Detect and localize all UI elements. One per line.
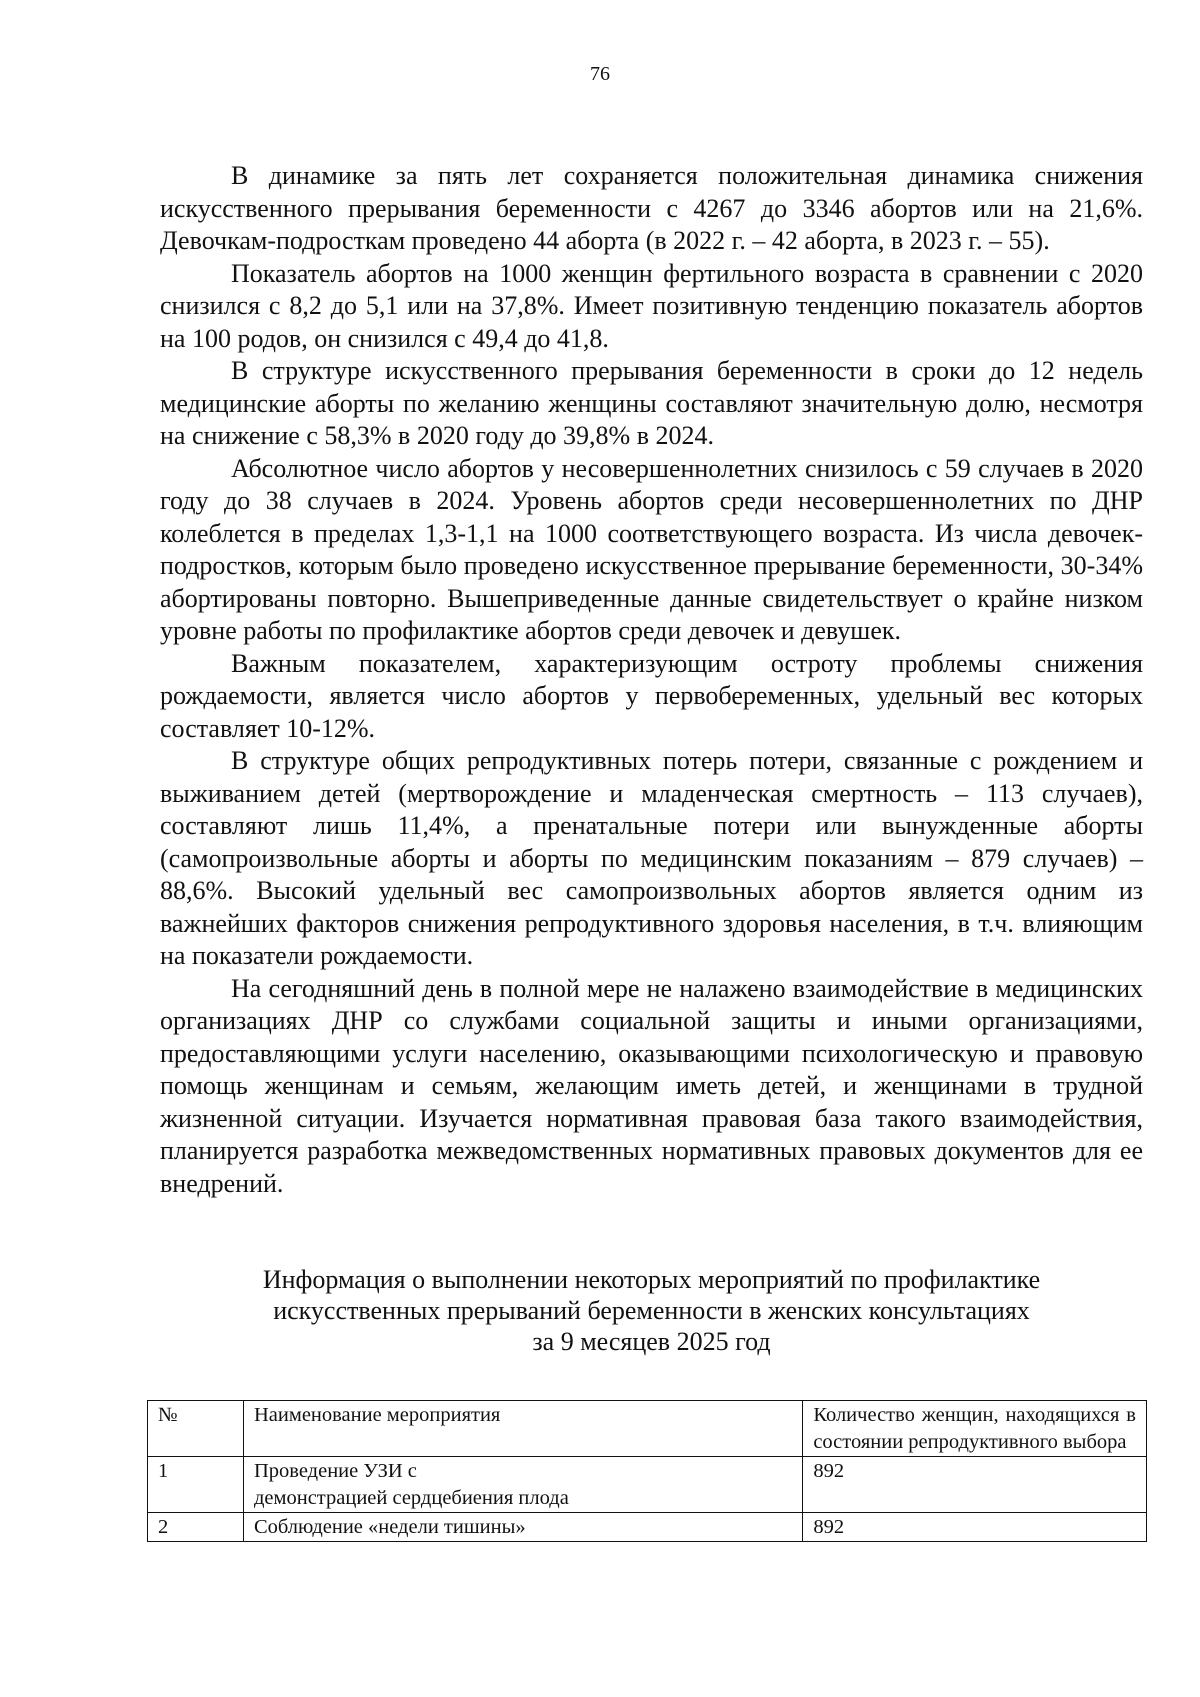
row-measure-name [243, 1513, 802, 1542]
paragraph: На сегодняшний день в полной мере не налажено взаимодействие в медицинских организациях ДНР со службами социальной защиты и иными организациями, предоставляющими услуги населению, оказывающими психологическую и правовую помощь женщинам и семьям, желающим иметь детей, и женщинами в трудной жизненной ситуации. Изучается нормативная правовая база такого взаимодействия, планируется разработка межведомственных нормативных правовых документов для ее внедрений. [160, 973, 1143, 1198]
table-title-line: искусственных прерываний беременности в женских консультациях [273, 1296, 1030, 1325]
paragraph: В структуре общих репродуктивных потерь потери, связанные с рождением и выживанием детей (мертворождение и младенческая смертность – 113 случаев), составляют лишь 11,4%, а пренатальные потери или вынужденные аборты (самопроизвольные аборты и аборты по медицинским показаниям – 879 случаев) – 88,6%. Высокий удельный вес самопроизвольных абортов является одним из важнейших факторов снижения репродуктивного здоровья населения, в т.ч. влияющим на показатели рождаемости. [160, 746, 1143, 970]
row-women-count: 892 [803, 1457, 1147, 1513]
header-women-count: Количество женщин, находящихся в состоянии репродуктивного выбора [803, 1401, 1147, 1457]
header-measure-name: Наименование мероприятия [243, 1401, 802, 1457]
row-measure-name-line: Проведение УЗИ с [253, 1460, 417, 1482]
table-title [160, 1264, 1143, 1357]
measures-table [147, 1400, 1147, 1542]
table-row [148, 1457, 1147, 1513]
body-text [160, 160, 1143, 1200]
table-title-line: за 9 месяцев 2025 год [532, 1327, 771, 1356]
paragraph: Важным показателем, характеризующим остроту проблемы снижения рождаемости, является число абортов у первобеременных, удельный вес которых составляет 10-12%. [160, 648, 1143, 743]
table-header-row [148, 1401, 1147, 1457]
row-measure-name-line: демонстрацией сердцебиения плода [253, 1487, 569, 1509]
row-women-count: 892 [803, 1513, 1147, 1542]
row-measure-name-line: Соблюдение «недели тишины» [253, 1516, 526, 1538]
paragraph: Показатель абортов на 1000 женщин фертильного возраста в сравнении с 2020 снизился с 8,2 до 5,1 или на 37,8%. Имеет позитивную тенденцию показатель абортов на 100 родов, он снизился с 49,4 до 41,8. [160, 258, 1143, 353]
paragraph: В динамике за пять лет сохраняется положительная динамика снижения искусственного прерывания беременности с 4267 до 3346 абортов или на 21,6%. Девочкам-подросткам проведено 44 аборта (в 2022 г. – 42 аборта, в 2023 г. – 55). [160, 161, 1143, 255]
row-number: 1 [148, 1457, 244, 1513]
page-number: 76 [590, 63, 610, 85]
row-measure-name [243, 1457, 802, 1513]
table-row [148, 1513, 1147, 1542]
row-number: 2 [148, 1513, 244, 1542]
table-title-line: Информация о выполнении некоторых мероприятий по профилактике [262, 1265, 1041, 1294]
header-number: № [148, 1401, 244, 1457]
paragraph: В структуре искусственного прерывания беременности в сроки до 12 недель медицинские аборты по желанию женщины составляют значительную долю, несмотря на снижение с 58,3% в 2020 году до 39,8% в 2024. [160, 356, 1143, 450]
paragraph: Абсолютное число абортов у несовершеннолетних снизилось с 59 случаев в 2020 году до 38 случаев в 2024. Уровень абортов среди несовершеннолетних по ДНР колеблется в пределах 1,3-1,1 на 1000 соответствующего возраста. Из числа девочек-подростков, которым было проведено искусственное прерывание беременности, 30-34% абортированы повторно. Вышеприведенные данные свидетельствует о крайне низком уровне работы по профилактике абортов среди девочек и девушек. [160, 453, 1143, 645]
